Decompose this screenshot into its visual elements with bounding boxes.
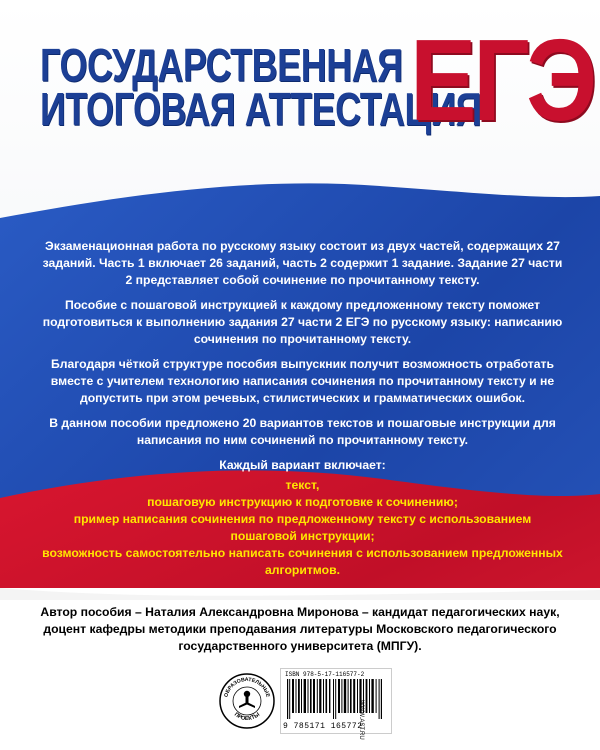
list-item: возможность самостоятельно написать сочинения с использованием предложенных алгоритмов. bbox=[42, 546, 563, 577]
description-paragraph-2: Пособие с пошаговой инструкцией к каждому предложенному тексту поможет подготовиться к выполнению задания 27 части 2 ЕГЭ по русскому языку: написанию сочинения по прочитанному тексту. bbox=[42, 298, 563, 346]
publisher-logo-text-top: ОБРАЗОВАТЕЛЬНЫЕ bbox=[223, 676, 271, 698]
list-item: пример написания сочинения по предложенному тексту с использованием пошаговой инструкции; bbox=[73, 512, 532, 543]
publisher-logo bbox=[218, 672, 276, 730]
title-line-1: ГОСУДАРСТВЕННАЯ bbox=[40, 39, 403, 91]
description-block bbox=[40, 238, 565, 579]
barcode-digits: 9 785171 165772 bbox=[283, 722, 363, 731]
features-list bbox=[40, 477, 565, 579]
list-item: пошаговую инструкцию к подготовке к сочинению; bbox=[147, 495, 458, 509]
publisher-website: WWW.AST.RU bbox=[358, 700, 364, 740]
ege-logo-text: ЕГЭ bbox=[410, 15, 594, 145]
header bbox=[0, 0, 600, 170]
description-paragraph-3: Благодаря чёткой структуре пособия выпускник получит возможность отработать вместе с учителем технологию написания сочинения по прочитанному тексту и не допустить при этом речевых, стилистических и грамматических ошибок. bbox=[50, 357, 555, 405]
description-paragraph-1: Экзаменационная работа по русскому языку состоит из двух частей, содержащих 27 заданий. Часть 1 включает 26 заданий, часть 2 содержит 1 задание. Задание 27 части 2 представляет собой сочинение по прочитанному тексту. bbox=[42, 239, 563, 287]
barcode bbox=[280, 668, 392, 734]
author-info: Автор пособия – Наталия Александровна Миронова – кандидат педагогических наук, доцент кафедры методики преподавания литературы Московского педагогического государственного университета (МПГУ). bbox=[40, 605, 560, 653]
title-line-2: ИТОГОВАЯ АТТЕСТАЦИЯ bbox=[40, 83, 482, 135]
description-paragraph-4: В данном пособии предложено 20 вариантов текстов и пошаговые инструкции для написания по ним сочинений по прочитанному тексту. bbox=[49, 416, 556, 447]
list-title: Каждый вариант включает: bbox=[219, 458, 386, 472]
barcode-bars-icon bbox=[285, 679, 387, 719]
list-item: текст, bbox=[285, 478, 320, 492]
publisher-logo-text-bottom: ПРОЕКТЫ bbox=[232, 711, 262, 723]
isbn-number: ISBN 978-5-17-116577-2 bbox=[285, 671, 365, 678]
